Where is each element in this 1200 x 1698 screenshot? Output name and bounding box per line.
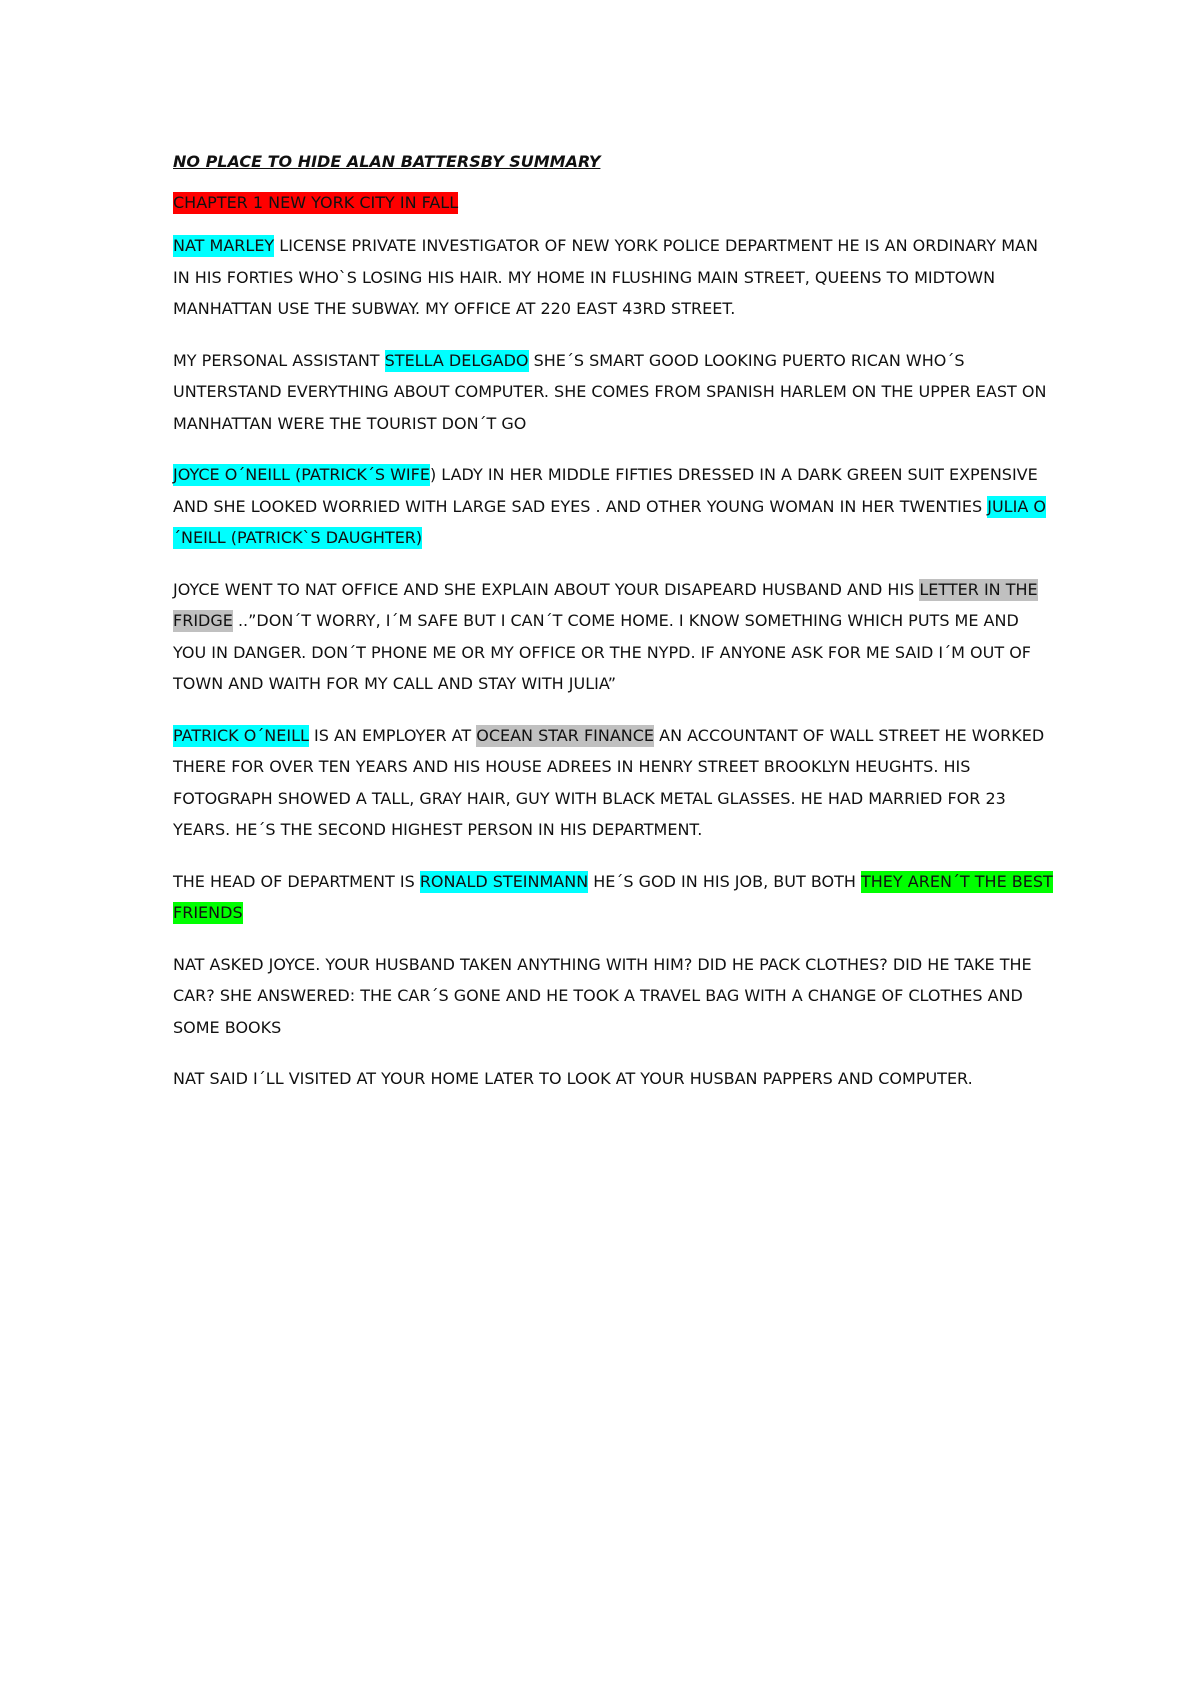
highlighted-text: PATRICK O´NEILL <box>173 725 309 745</box>
highlighted-text: JULIA O´NEILL (PATRICK`S DAUGHTER) <box>173 496 1046 547</box>
paragraph-text: LICENSE PRIVATE INVESTIGATOR OF NEW YORK POLICE DEPARTMENT HE IS AN ORDINARY MAN IN HIS FORTIES WHO`S LOSING HIS HAIR. MY HOME IN FLUSHING MAIN STREET, QUEENS TO MIDTOWN MANHATTAN USE THE SUBWAY. MY OFFICE AT 220 EAST 43RD STREET. <box>173 236 1038 318</box>
paragraph-text: SHE´S SMART GOOD LOOKING PUERTO RICAN WHO´S UNTERSTAND EVERYTHING ABOUT COMPUTER. SHE COMES FROM SPANISH HARLEM ON THE UPPER EAST ON MANHATTAN WERE THE TOURIST DON´T GO <box>173 350 1047 433</box>
paragraph <box>173 230 1053 325</box>
paragraph <box>173 866 1053 929</box>
paragraph-text: THE HEAD OF DEPARTMENT IS <box>173 871 420 891</box>
paragraph-text: JOYCE WENT TO NAT OFFICE AND SHE EXPLAIN ABOUT YOUR DISAPEARD HUSBAND AND HIS <box>173 579 920 599</box>
highlighted-text: OCEAN STAR FINANCE <box>476 725 655 745</box>
paragraph-text: IS AN EMPLOYER AT <box>308 725 477 745</box>
highlighted-text: RONALD STEINMANN <box>419 871 589 891</box>
paragraph <box>173 1063 1053 1095</box>
paragraph <box>173 459 1053 554</box>
paragraph-text: MY PERSONAL ASSISTANT <box>173 350 385 370</box>
paragraph <box>173 720 1053 846</box>
paragraph-text: NAT SAID I´LL VISITED AT YOUR HOME LATER TO LOOK AT YOUR HUSBAN PAPPERS AND COMPUTER. <box>173 1069 973 1088</box>
document-body <box>173 146 1053 1115</box>
paragraph <box>173 345 1053 440</box>
highlighted-text: STELLA DELGADO <box>384 350 529 370</box>
paragraph-list <box>173 230 1053 1095</box>
highlighted-text: NAT MARLEY <box>173 236 275 255</box>
chapter-heading <box>173 187 1053 219</box>
paragraph-text: ..”DON´T WORRY, I´M SAFE BUT I CAN´T COME HOME. I KNOW SOMETHING WHICH PUTS ME AND YOU IN DANGER. DON´T PHONE ME OR MY OFFICE OR THE NYPD. IF ANYONE ASK FOR ME SAID I´M OUT OF TOWN AND WAITH FOR MY CALL AND STAY WITH JULIA” <box>173 611 1031 693</box>
paragraph <box>173 574 1053 700</box>
highlighted-text: THEY AREN´T THE BEST FRIENDS <box>173 871 1053 922</box>
paragraph-text: HE´S GOD IN HIS JOB, BUT BOTH <box>588 871 861 891</box>
document-title-text: NO PLACE TO HIDE ALAN BATTERSBY SUMMARY <box>173 152 601 171</box>
highlighted-text: JOYCE O´NEILL (PATRICK´S WIFE <box>173 465 430 484</box>
paragraph-text: NAT ASKED JOYCE. YOUR HUSBAND TAKEN ANYTHING WITH HIM? DID HE PACK CLOTHES? DID HE TAKE THE CAR? SHE ANSWERED: THE CAR´S GONE AND HE TOOK A TRAVEL BAG WITH A CHANGE OF CLOTHES AND SOME BOOKS <box>173 954 1032 1037</box>
paragraph-text: ) LADY IN HER MIDDLE FIFTIES DRESSED IN A DARK GREEN SUIT EXPENSIVE AND SHE LOOKED WORRIED WITH LARGE SAD EYES . AND OTHER YOUNG WOMAN IN HER TWENTIES <box>173 465 1038 516</box>
chapter-heading-text: CHAPTER 1 NEW YORK CITY IN FALL <box>173 192 459 212</box>
highlighted-text: LETTER IN THE FRIDGE <box>173 579 1038 630</box>
document-title <box>173 146 1053 178</box>
paragraph-text: AN ACCOUNTANT OF WALL STREET HE WORKED THERE FOR OVER TEN YEARS AND HIS HOUSE ADREES IN HENRY STREET BROOKLYN HEUGHTS. HIS FOTOGRAPH SHOWED A TALL, GRAY HAIR, GUY WITH BLACK METAL GLASSES. HE HAD MARRIED FOR 23 YEARS. HE´S THE SECOND HIGHEST PERSON IN HIS DEPARTMENT. <box>173 725 1045 839</box>
paragraph <box>173 949 1053 1044</box>
